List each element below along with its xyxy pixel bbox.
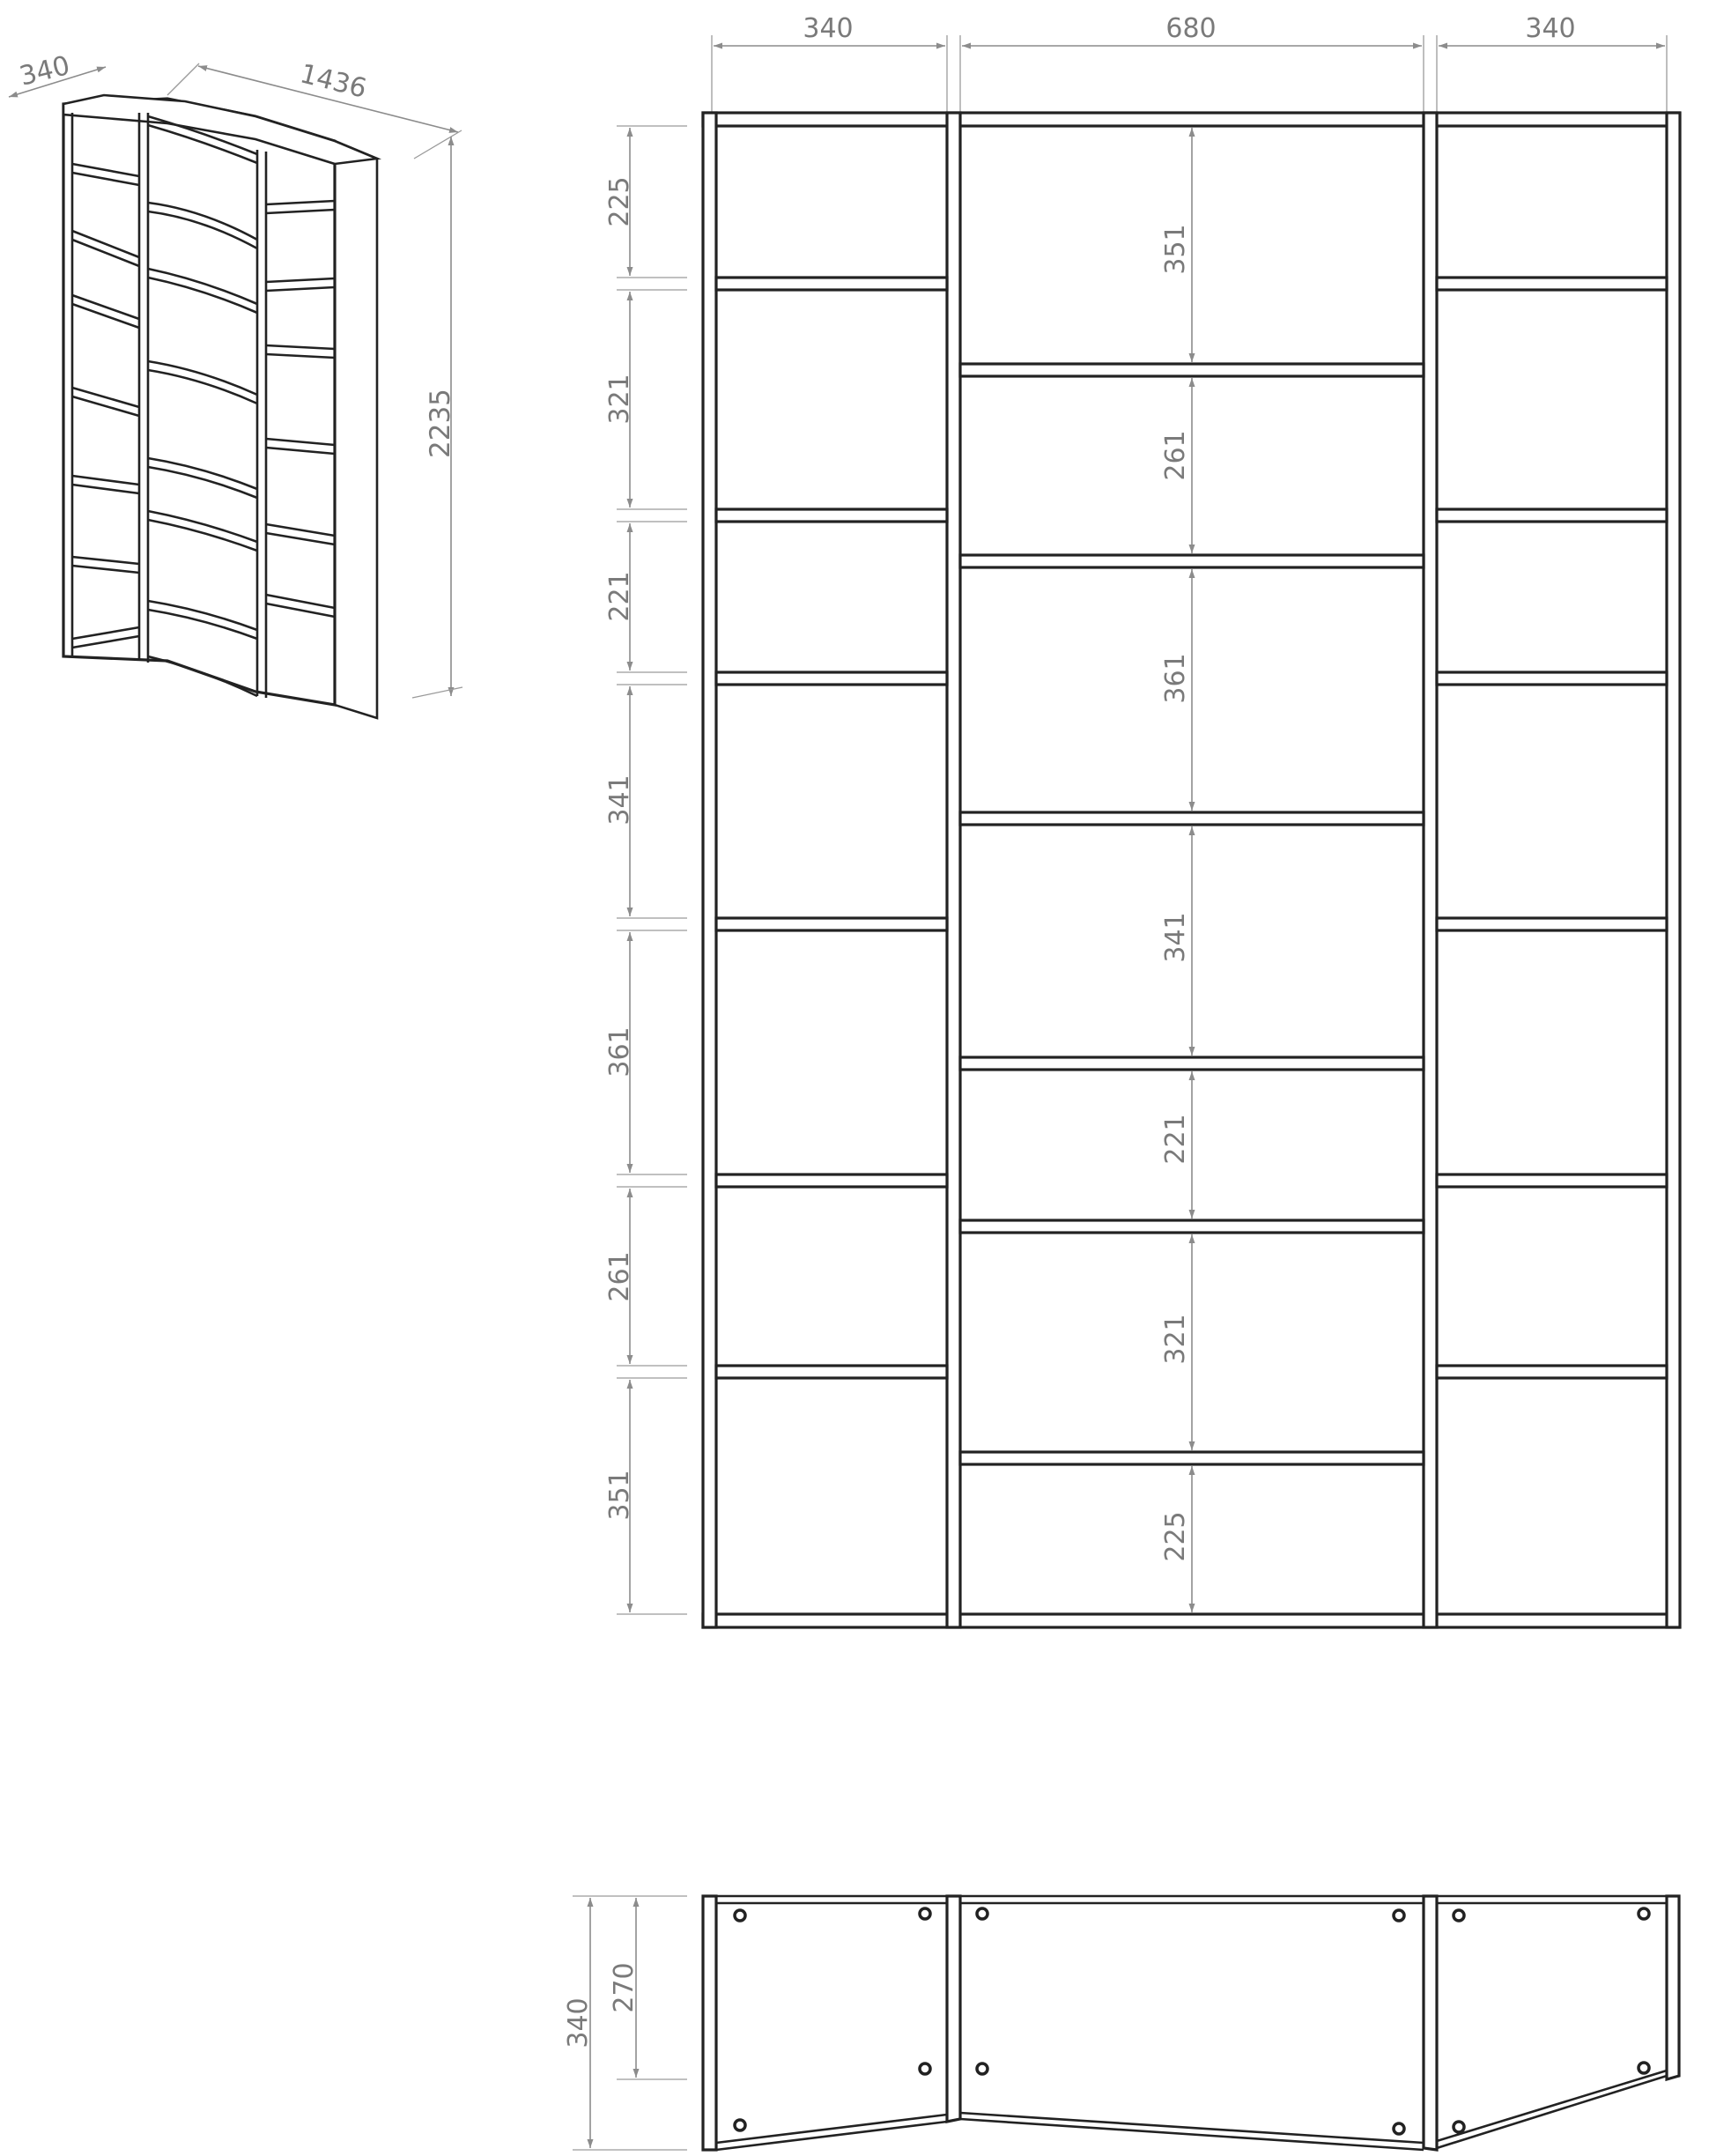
side-gap-3: 221 (604, 571, 635, 622)
isometric-view (9, 50, 462, 718)
iso-back-side (335, 141, 377, 718)
center-gap-7: 225 (1160, 1511, 1191, 1562)
front-width-dimensions (712, 13, 1667, 115)
top-total-depth: 340 (563, 1997, 594, 2049)
frame-right (1667, 113, 1680, 1627)
side-gap-1: 225 (604, 176, 635, 227)
side-gap-7: 351 (604, 1470, 635, 1521)
front-view (604, 13, 1680, 1627)
top-right-panel (1667, 1896, 1679, 2079)
frame-top (703, 113, 1679, 126)
top-divider-2 (1424, 1896, 1437, 2150)
center-gap-4: 341 (1160, 912, 1191, 963)
iso-depth-label: 340 (16, 49, 73, 93)
side-gap-5: 361 (604, 1026, 635, 1078)
center-height-dimensions (1160, 128, 1192, 1612)
top-inner-depth: 270 (609, 1962, 640, 2013)
top-left-panel (703, 1896, 716, 2150)
frame-left (703, 113, 716, 1627)
top-front-edge (716, 2071, 1667, 2150)
center-gap-5: 221 (1160, 1114, 1191, 1165)
top-view (563, 1896, 1679, 2150)
front-width-center: 680 (1165, 13, 1217, 44)
front-width-right: 340 (1525, 13, 1576, 44)
iso-height-label: 2235 (425, 389, 456, 458)
side-height-dimensions (604, 126, 687, 1614)
dowel-holes (735, 1908, 1649, 2134)
frame-bottom (703, 1614, 1679, 1627)
top-divider-1 (947, 1896, 960, 2122)
center-gap-3: 361 (1160, 653, 1191, 704)
front-width-left: 340 (803, 13, 854, 44)
frame-divider-1 (947, 113, 960, 1627)
center-gap-1: 351 (1160, 224, 1191, 275)
iso-front-body (63, 99, 335, 705)
center-gap-6: 321 (1160, 1314, 1191, 1365)
iso-width-label: 1436 (297, 58, 370, 105)
side-gap-6: 261 (604, 1251, 635, 1302)
frame-divider-2 (1424, 113, 1437, 1627)
side-gap-4: 341 (604, 774, 635, 826)
center-gap-2: 261 (1160, 430, 1191, 481)
side-gap-2: 321 (604, 374, 635, 425)
